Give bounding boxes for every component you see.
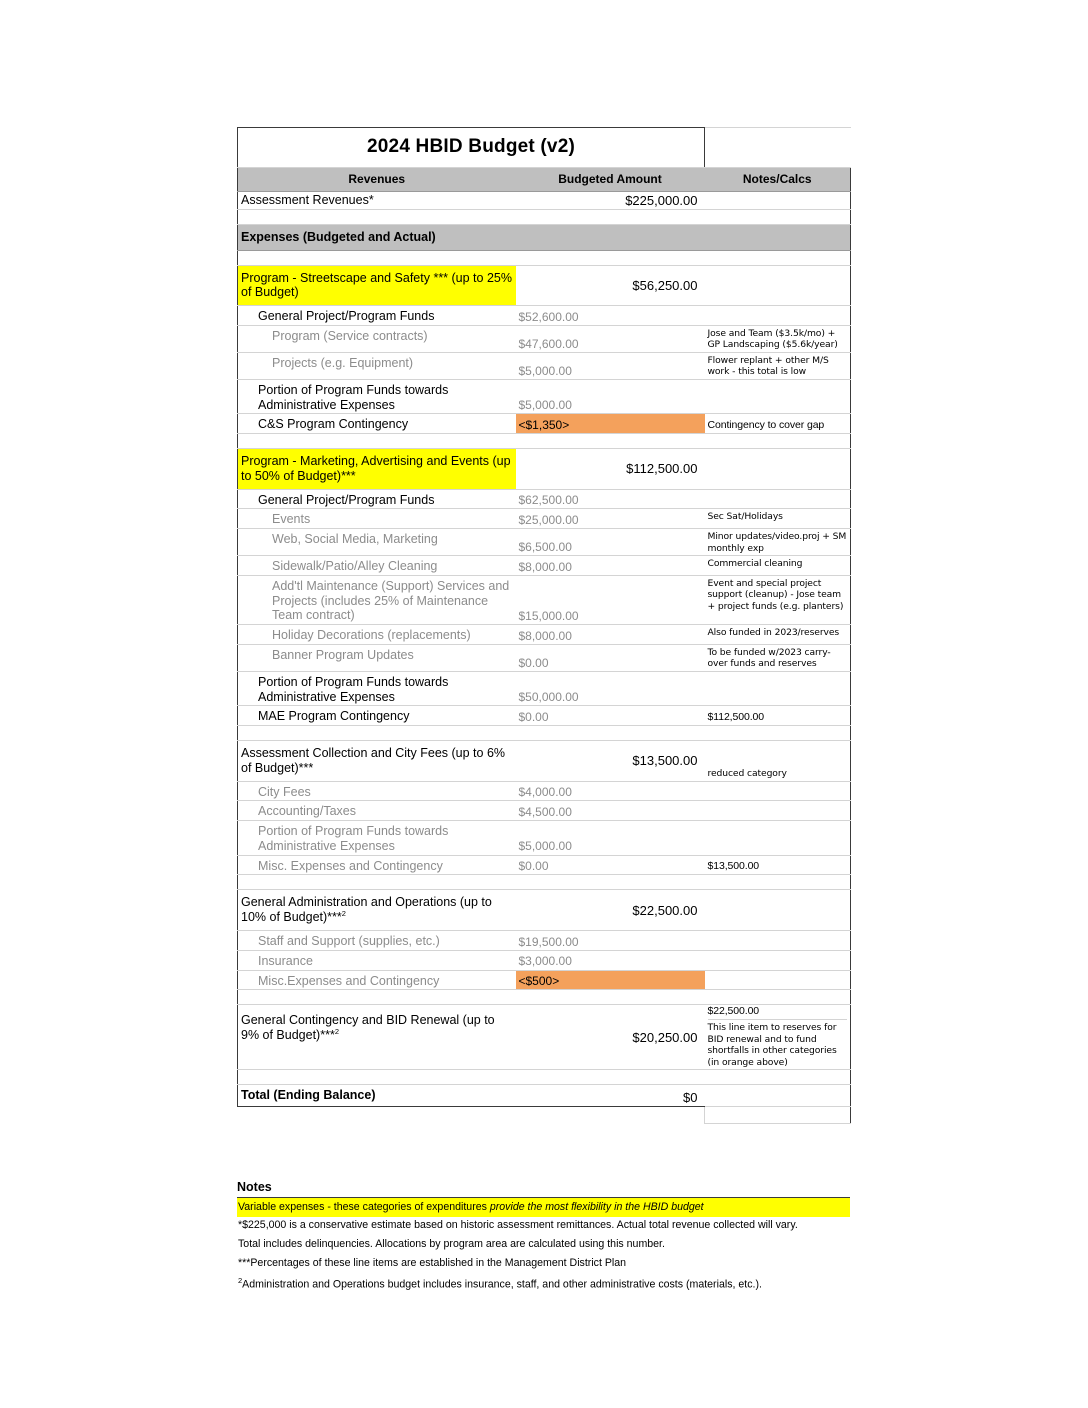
line-item-amount: <$500> (516, 970, 705, 990)
column-header-notes-calcs: Notes/Calcs (705, 168, 851, 191)
notes-line: Total includes delinquencies. Allocations by program area are calculated using this number. (238, 1238, 665, 1251)
spacer-cell (705, 990, 851, 1005)
budget-table-body (238, 128, 851, 1124)
line-item-row (238, 970, 851, 990)
line-item-note: Contingency to cover gap (705, 414, 851, 434)
line-item-row (238, 489, 851, 509)
general-contingency-row (238, 1005, 851, 1070)
spacer-cell (516, 990, 705, 1005)
spacer-cell (705, 250, 851, 265)
line-item-label: Events (238, 509, 516, 529)
line-item-row (238, 414, 851, 434)
spacer-cell (705, 1070, 851, 1085)
spacer-cell (516, 434, 705, 449)
line-item-amount: $6,500.00 (516, 529, 705, 556)
spacer-row (238, 250, 851, 265)
line-item-row (238, 706, 851, 726)
line-item-label: Sidewalk/Patio/Alley Cleaning (238, 556, 516, 576)
line-item-label: Portion of Program Funds towards Administrative Expenses (238, 821, 516, 856)
total-note (705, 1085, 851, 1107)
notes-section (237, 1180, 850, 1294)
line-item-note (705, 801, 851, 821)
spacer-row (238, 1070, 851, 1085)
footnote-marker: 2 (238, 1275, 243, 1285)
line-item-row (238, 379, 851, 414)
general-contingency-label: General Contingency and BID Renewal (up to 9% of Budget)***$^2$ (238, 1005, 516, 1070)
spacer-cell (516, 1070, 705, 1085)
line-item-row (238, 352, 851, 379)
spacer-cell (705, 875, 851, 890)
notes-line: *$225,000 is a conservative estimate based on historic assessment remittances. Actual total revenue collected will vary. (238, 1219, 798, 1232)
line-item-row (238, 781, 851, 801)
line-item-label: General Project/Program Funds (238, 306, 516, 326)
general-contingency-amount: $20,250.00 (516, 1005, 705, 1070)
section-header-row (238, 449, 851, 490)
line-item-amount: <$1,350> (516, 414, 705, 434)
line-item-row (238, 529, 851, 556)
line-item-amount: $8,000.00 (516, 625, 705, 645)
section-header-amount: $13,500.00 (516, 741, 705, 782)
trailing-spacer (516, 1107, 705, 1124)
line-item-label: Staff and Support (supplies, etc.) (238, 931, 516, 951)
spacer-row (238, 726, 851, 741)
section-header-row (238, 265, 851, 306)
line-item-label: General Project/Program Funds (238, 489, 516, 509)
line-item-amount: $0.00 (516, 706, 705, 726)
line-item-amount: $19,500.00 (516, 931, 705, 951)
spacer-cell (516, 209, 705, 224)
general-contingency-superscript: 2 (334, 1027, 339, 1037)
line-item-note (705, 306, 851, 326)
section-header-row (238, 890, 851, 931)
line-item-label: Portion of Program Funds towards Administrative Expenses (238, 671, 516, 706)
line-item-note: To be funded w/2023 carry-over funds and reserves (705, 644, 851, 671)
spacer-cell (705, 434, 851, 449)
line-item-note: Sec Sat/Holidays (705, 509, 851, 529)
line-item-row (238, 950, 851, 970)
notes-highlight-plain: Variable expenses - these categories of expenditures (238, 1200, 490, 1213)
section-header-label: Program - Streetscape and Safety *** (up to 25% of Budget) (238, 265, 516, 306)
line-item-amount: $52,600.00 (516, 306, 705, 326)
spacer-cell (238, 434, 516, 449)
total-row (238, 1085, 851, 1107)
line-item-amount: $0.00 (516, 855, 705, 875)
line-item-label: Insurance (238, 950, 516, 970)
spacer-cell (238, 209, 516, 224)
line-item-row (238, 556, 851, 576)
trailing-spacer (238, 1107, 516, 1124)
line-item-row (238, 801, 851, 821)
spacer-row (238, 875, 851, 890)
general-contingency-note (705, 1005, 851, 1070)
spacer-cell (238, 250, 516, 265)
general-contingency-note-text: This line item to reserves for BID renewal and to fund shortfalls in other categories (in orange above) (707, 1022, 837, 1068)
line-item-note: Event and special project support (cleanup) - Jose team + project funds (e.g. planters) (705, 575, 851, 624)
line-item-note: Also funded in 2023/reserves (705, 625, 851, 645)
section-header-label: General Administration and Operations (up to 10% of Budget)***$^2$ (238, 890, 516, 931)
expenses-band-row (238, 224, 851, 250)
line-item-row (238, 306, 851, 326)
section-header-label: Assessment Collection and City Fees (up to 6% of Budget)*** (238, 741, 516, 782)
revenue-amount: $225,000.00 (516, 191, 705, 209)
total-amount: $0 (516, 1085, 705, 1107)
line-item-label: Add'tl Maintenance (Support) Services and Projects (includes 25% of Maintenance Team contract) (238, 575, 516, 624)
line-item-amount: $8,000.00 (516, 556, 705, 576)
expenses-band-amount (516, 224, 705, 250)
line-item-label: Projects (e.g. Equipment) (238, 352, 516, 379)
section-header-amount: $56,250.00 (516, 265, 705, 306)
line-item-amount: $5,000.00 (516, 352, 705, 379)
notes-line: ***Percentages of these line items are established in the Management District Plan (238, 1256, 627, 1269)
line-item-note: Minor updates/video.proj + SM monthly exp (705, 529, 851, 556)
section-header-note (705, 890, 851, 931)
spacer-cell (516, 875, 705, 890)
section-header-note (705, 265, 851, 306)
spacer-cell (238, 1070, 516, 1085)
line-item-label: City Fees (238, 781, 516, 801)
line-item-note (705, 950, 851, 970)
line-item-amount: $50,000.00 (516, 671, 705, 706)
line-item-amount: $0.00 (516, 644, 705, 671)
section-header-superscript: 2 (341, 909, 346, 919)
line-item-amount: $4,500.00 (516, 801, 705, 821)
spacer-cell (705, 726, 851, 741)
notes-footnote-2 (237, 1273, 850, 1294)
line-item-label: Accounting/Taxes (238, 801, 516, 821)
line-item-label: Web, Social Media, Marketing (238, 529, 516, 556)
line-item-note: $112,500.00 (705, 706, 851, 726)
line-item-row (238, 855, 851, 875)
line-item-label: Misc. Expenses and Contingency (238, 855, 516, 875)
notes-highlight-italic: provide the most flexibility in the HBID budget (489, 1200, 704, 1213)
line-item-row (238, 325, 851, 352)
spacer-cell (238, 875, 516, 890)
page-title: 2024 HBID Budget (v2) (238, 128, 705, 168)
line-item-row (238, 821, 851, 856)
line-item-amount: $5,000.00 (516, 379, 705, 414)
notes-heading: Notes (237, 1180, 850, 1198)
line-item-label: MAE Program Contingency (238, 706, 516, 726)
section-header-note (705, 449, 851, 490)
line-item-label: Portion of Program Funds towards Administrative Expenses (238, 379, 516, 414)
line-item-amount: $3,000.00 (516, 950, 705, 970)
revenue-label: Assessment Revenues* (238, 191, 516, 209)
spacer-cell (238, 990, 516, 1005)
line-item-note (705, 781, 851, 801)
spacer-cell (516, 250, 705, 265)
line-item-label: Holiday Decorations (replacements) (238, 625, 516, 645)
line-item-row (238, 509, 851, 529)
column-header-budgeted-amount: Budgeted Amount (516, 168, 705, 191)
spacer-cell (238, 726, 516, 741)
line-item-row (238, 671, 851, 706)
budget-table (237, 127, 851, 1124)
trailing-row (238, 1107, 851, 1124)
total-label: Total (Ending Balance) (238, 1085, 516, 1107)
trailing-note-cell (705, 1107, 851, 1124)
line-item-amount: $25,000.00 (516, 509, 705, 529)
notes-highlight-line (237, 1198, 850, 1217)
line-item-note: Flower replant + other M/S work - this total is low (705, 352, 851, 379)
column-header-revenues: Revenues (238, 168, 516, 191)
line-item-row (238, 575, 851, 624)
line-item-note (705, 489, 851, 509)
line-item-amount: $47,600.00 (516, 325, 705, 352)
spacer-row (238, 434, 851, 449)
section-header-amount: $22,500.00 (516, 890, 705, 931)
line-item-label: C&S Program Contingency (238, 414, 516, 434)
section-header-amount: $112,500.00 (516, 449, 705, 490)
line-item-row (238, 625, 851, 645)
spacer-row (238, 209, 851, 224)
line-item-note: Jose and Team ($3.5k/mo) + GP Landscaping ($5.6k/year) (705, 325, 851, 352)
line-item-label: Program (Service contracts) (238, 325, 516, 352)
line-item-row (238, 644, 851, 671)
spacer-cell (705, 209, 851, 224)
budget-document (237, 127, 850, 1124)
section-header-label: Program - Marketing, Advertising and Events (up to 50% of Budget)*** (238, 449, 516, 490)
line-item-amount: $5,000.00 (516, 821, 705, 856)
spacer-row (238, 990, 851, 1005)
column-header-row (238, 168, 851, 191)
line-item-amount: $62,500.00 (516, 489, 705, 509)
expenses-band-note (705, 224, 851, 250)
line-item-amount: $4,000.00 (516, 781, 705, 801)
line-item-label: Banner Program Updates (238, 644, 516, 671)
general-contingency-note-value: $22,500.00 (708, 1005, 848, 1020)
line-item-note (705, 671, 851, 706)
line-item-note: Commercial cleaning (705, 556, 851, 576)
revenue-row (238, 191, 851, 209)
title-row (238, 128, 851, 168)
line-item-label: Misc.Expenses and Contingency (238, 970, 516, 990)
line-item-note (705, 821, 851, 856)
spacer-cell (516, 726, 705, 741)
section-header-row (238, 741, 851, 782)
line-item-note: $13,500.00 (705, 855, 851, 875)
line-item-row (238, 931, 851, 951)
revenue-note (705, 191, 851, 209)
expenses-band-label: Expenses (Budgeted and Actual) (238, 224, 516, 250)
line-item-note (705, 931, 851, 951)
footnote-text: Administration and Operations budget includes insurance, staff, and other administrative costs (materials, etc.). (242, 1278, 762, 1291)
line-item-note (705, 970, 851, 990)
line-item-note (705, 379, 851, 414)
line-item-amount: $15,000.00 (516, 575, 705, 624)
section-header-note: reduced category (705, 741, 851, 782)
title-spacer (705, 128, 851, 168)
